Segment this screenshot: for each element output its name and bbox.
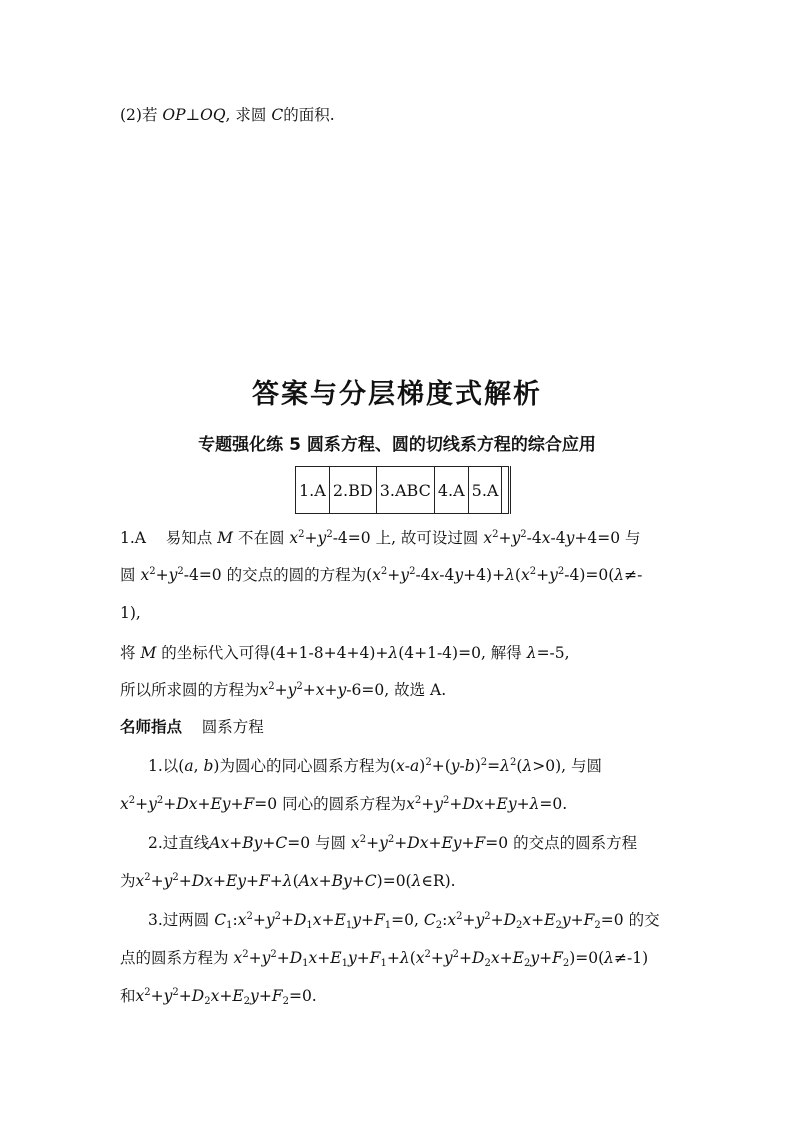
tip-3-line-2: 点的圆系方程为 $x^2+y^2+D_1x+E_1y+F_1+\lambda(x^2+y^2+D_2x+E_2y+F_2)=0(\lambda\ne-1)$ <box>120 949 649 969</box>
tip-2-line-2: 为$x^2+y^2+Dx+Ey+F+\lambda(Ax+By+C)=0(\lambda\in R)$. <box>120 872 456 890</box>
solution-1-line-1: 1.A 易知点 M 不在圆 $x^2+y^2-4=0$ 上, 故可设过圆 $x^2+y^2-4x-4y+4=0$ 与 <box>120 529 641 547</box>
tip-3-line-3: 和$x^2+y^2+D_2x+E_2y+F_2=0$. <box>120 987 317 1007</box>
answer-key-table <box>295 466 511 514</box>
question-part-2: (2)若 OP⊥OQ, 求圆 C的面积. <box>120 106 335 124</box>
section-subtitle: 专题强化练 5 圆系方程、圆的切线系方程的综合应用 <box>198 435 596 455</box>
solution-1-line-3: 1), <box>120 604 141 622</box>
answer-cell-empty <box>502 467 510 514</box>
solution-1-line-2: 圆 $x^2+y^2-4=0$ 的交点的圆的方程为$(x^2+y^2-4x-4y+4)+\lambda(x^2+y^2-4)=0(\lambda\ne-$ <box>120 566 643 584</box>
tip-3-line-1: 3.过两圆 $C_1:x^2+y^2+D_1x+E_1y+F_1=0$, $C_2:x^2+y^2+D_2x+E_2y+F_2=0$ 的交 <box>148 911 660 931</box>
solution-1-line-5: 所以所求圆的方程为$x^2+y^2+x+y-6=0$, 故选 A. <box>120 681 447 699</box>
answer-cell: 2.BD <box>329 467 376 514</box>
tip-1-line-1: 1.以(a, b)为圆心的同心圆系方程为$(x-a)^2+(y-b)^2=\lambda^2(\lambda>0)$, 与圆 <box>148 757 603 775</box>
answer-cell: 4.A <box>434 467 468 514</box>
answer-cell: 1.A <box>296 467 330 514</box>
tip-1-line-2: $x^2+y^2+Dx+Ey+F=0$ 同心的圆系方程为$x^2+y^2+Dx+Ey+\lambda=0$. <box>120 795 568 813</box>
tip-2-line-1: 2.过直线Ax+By+C=0 与圆 $x^2+y^2+Dx+Ey+F=0$ 的交点的圆系方程 <box>148 834 638 852</box>
section-title: 答案与分层梯度式解析 <box>252 379 542 410</box>
tips-heading: 名师指点 圆系方程 <box>120 718 264 736</box>
answer-cell: 5.A <box>468 467 502 514</box>
solution-1-line-4: 将 M 的坐标代入可得(4+1-8+4+4)+λ(4+1-4)=0, 解得 λ=-5, <box>120 644 570 662</box>
answer-cell: 3.ABC <box>376 467 434 514</box>
